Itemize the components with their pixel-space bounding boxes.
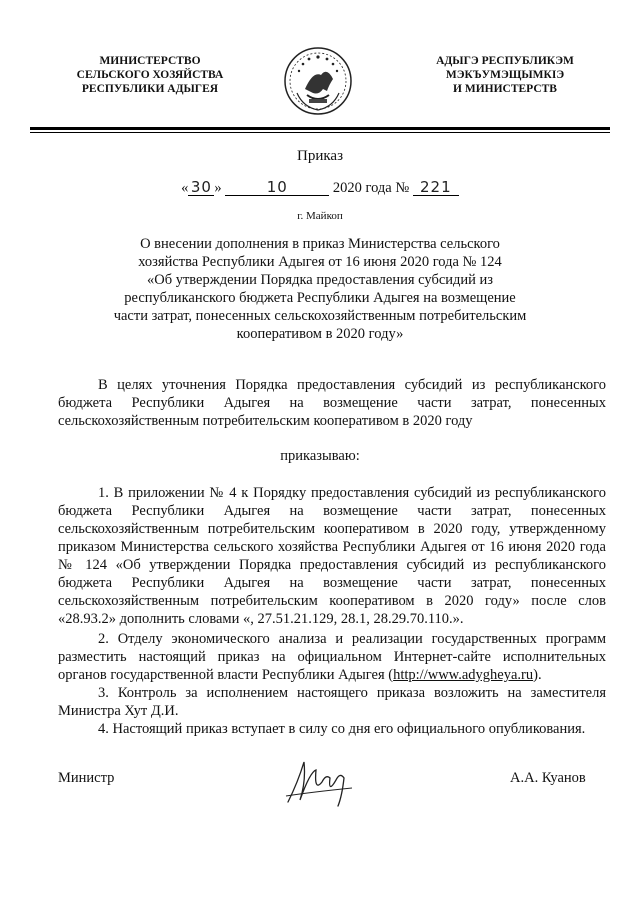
order-date-line <box>0 180 640 197</box>
item-3-text: 3. Контроль за исполнением настоящего приказа возложить на заместителя Министра Хут Д.И. <box>58 685 606 719</box>
handwritten-signature-icon <box>282 752 362 812</box>
item-1-text: 1. В приложении № 4 к Порядку предоставления субсидий из республиканского бюджета Республики Адыгея на возмещение части затрат, понесенных сельскохозяйственным потребительским кооперативом в 2020 году, утвержденному приказом Министерства сельского хозяйства Республики Адыгея от 16 июня 2020 года № 124 «Об утверждении Порядка предоставления субсидий из республиканского бюджета Республики Адыгея на возмещение части затрат, понесенных сельскохозяйственным потребительским кооперативом в 2020 году» после слов «28.93.2» дополнить словами «, 27.51.21.129, 28.1, 28.29.70.110.». <box>58 485 606 627</box>
order-subject <box>110 235 530 343</box>
header-left-line: МИНИСТЕРСТВО <box>99 55 201 67</box>
item-2-end: ). <box>533 667 542 683</box>
header-left-line: РЕСПУБЛИКИ АДЫГЕЯ <box>81 83 219 95</box>
item-1-paragraph <box>58 484 606 628</box>
header-divider-thin <box>30 132 610 133</box>
subject-line: хозяйства Республики Адыгея от 16 июня 2020 года № 124 <box>138 254 502 270</box>
website-link[interactable]: http://www.adygheya.ru <box>393 667 534 683</box>
order-month: 10 <box>225 180 329 196</box>
subject-line: части затрат, понесенных сельскохозяйственным потребительским <box>113 308 527 324</box>
header-right-line: АДЫГЭ РЕСПУБЛИКЭМ <box>436 55 574 67</box>
header-divider-thick <box>30 127 610 130</box>
subject-line: кооперативом в 2020 году» <box>236 326 404 342</box>
preamble-paragraph <box>58 376 606 430</box>
order-number: 221 <box>413 180 459 196</box>
order-year-text: 2020 года № <box>332 180 410 196</box>
header-left-line: СЕЛЬСКОГО ХОЗЯЙСТВА <box>76 69 224 81</box>
header-right-line: МЭКЪУМЭЩЫМКIЭ <box>445 69 565 81</box>
ministry-name-adyghe <box>410 54 600 96</box>
subject-line: «Об утверждении Порядка предоставления субсидий из <box>146 272 494 288</box>
signatory-name: А.А. Куанов <box>510 770 586 786</box>
ministry-name-russian <box>60 54 240 96</box>
preamble-text: В целях уточнения Порядка предоставления субсидий из республиканского бюджета Республики Адыгея на возмещение части затрат, понесенных сельскохозяйственным потребительским кооперативом в 2020 году <box>58 377 606 429</box>
order-day: 30 <box>188 180 214 196</box>
document-header <box>0 50 640 130</box>
document-title: Приказ <box>296 148 343 164</box>
subject-line: республиканского бюджета Республики Адыгея на возмещение <box>124 290 516 306</box>
item-2-text: 2. Отделу экономического анализа и реализации государственных программ разместить настоящий приказ на официальном Интернет-сайте исполнительных органов государственной власти Республики Адыгея ( <box>58 631 606 683</box>
item-3-paragraph <box>58 684 606 720</box>
order-word: приказываю: <box>280 448 360 464</box>
signatory-position: Министр <box>58 770 115 786</box>
header-right-line: И МИНИСТЕРСТВ <box>453 83 557 95</box>
item-4-paragraph <box>58 720 606 738</box>
item-2-paragraph <box>58 630 606 684</box>
subject-line: О внесении дополнения в приказ Министерства сельского <box>140 236 500 252</box>
item-4-text: 4. Настоящий приказ вступает в силу со дня его официального опубликования. <box>98 721 586 737</box>
order-city: г. Майкоп <box>297 210 343 222</box>
quote-open: « <box>181 180 189 196</box>
adygea-coat-of-arms-icon <box>283 45 353 117</box>
quote-close: » <box>214 180 222 196</box>
